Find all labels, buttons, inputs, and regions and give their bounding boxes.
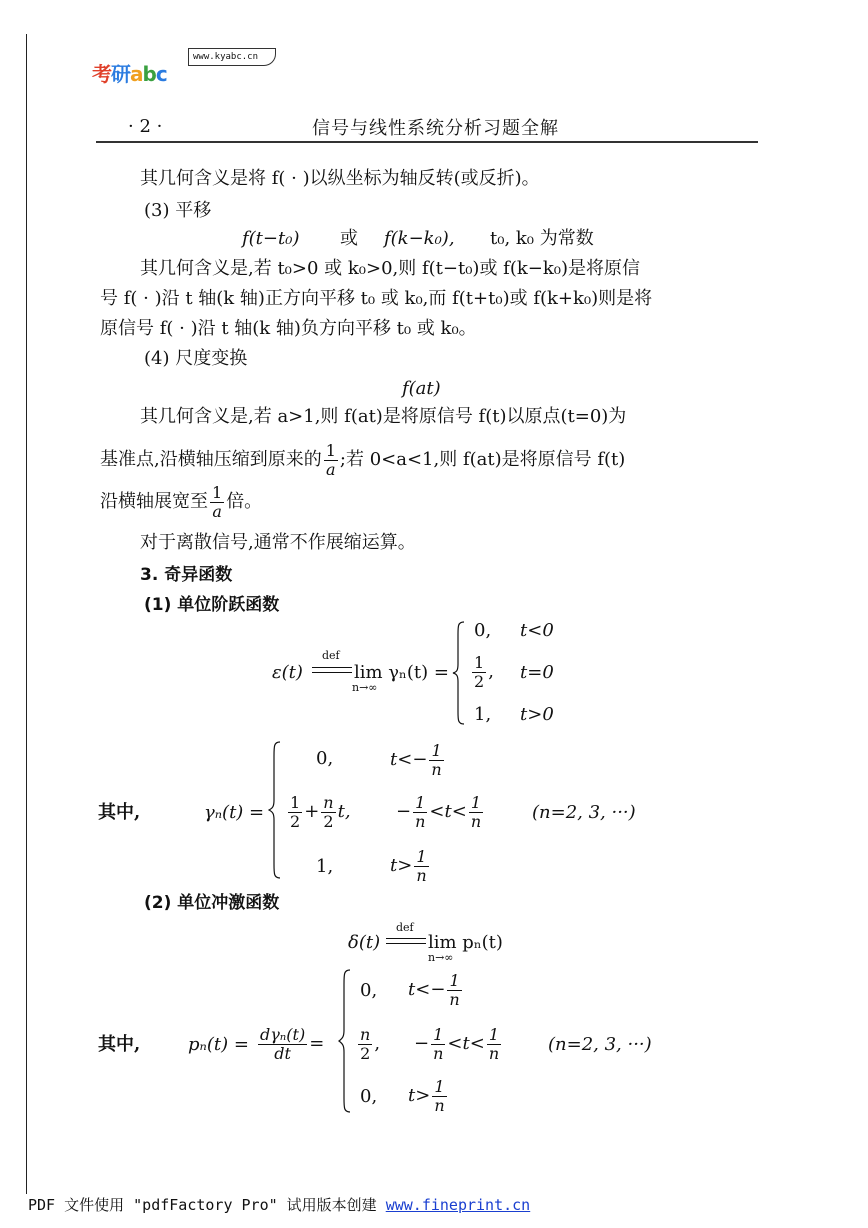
header-rule: [96, 141, 758, 143]
fraction-dgamma-dt: $\frac{\text{dγₙ(t)}}{dt}$: [260, 1024, 306, 1063]
p-case-1-cond: t> $\frac{1}{n}$: [408, 1076, 445, 1115]
pdf-footer: [28, 1194, 530, 1215]
delta-lim: lim pₙ(t): [428, 932, 503, 953]
where-label-1: 其中,: [98, 802, 141, 823]
page-header-title: 信号与线性系统分析习题全解: [312, 118, 559, 139]
delta-lim-sub: n→∞: [428, 951, 454, 964]
step-lim: lim γₙ(t) =: [354, 662, 449, 683]
p-case-0-val: 0,: [360, 980, 378, 1001]
text-line-1: 其几何含义是将 f( · )以纵坐标为轴反转(或反折)。: [140, 168, 540, 189]
p-case-1-val: 0,: [360, 1086, 378, 1107]
text-line-5: 号 f( · )沿 t 轴(k 轴)正方向平移 t₀ 或 k₀,而 f(t+t₀)或 f(k+k₀)则是将: [100, 288, 653, 309]
subsection-shift: (3) 平移: [144, 200, 212, 221]
step-def-equals: [312, 667, 352, 673]
subsection-unit-step: (1) 单位阶跃函数: [144, 595, 280, 615]
kyabc-logo: 考研abc: [92, 62, 167, 86]
delta-def-equals: [386, 938, 426, 944]
p-case-mid-cond: − $\frac{1}{n}$ <t< $\frac{1}{n}$: [414, 1024, 500, 1063]
gamma-case-1-cond: t> $\frac{1}{n}$: [390, 846, 427, 885]
p-range: (n=2, 3, ···): [548, 1034, 652, 1055]
fraction-1-over-a: $\frac{1}{a}$: [325, 440, 336, 479]
p-derivative: [256, 1018, 324, 1070]
fraction-1-over-n-b: $\frac{1}{n}$: [415, 792, 426, 831]
p-equals: =: [309, 1033, 325, 1054]
gamma-case-mid-cond: − $\frac{1}{n}$ <t< $\frac{1}{n}$: [396, 792, 482, 831]
text-line-12: 对于离散信号,通常不作展缩运算。: [140, 532, 416, 553]
formula-shift-k: f(k−k₀),: [384, 228, 455, 249]
text-line-11: [100, 482, 262, 522]
fraction-n-over-2: $\frac{n}{2}$: [323, 792, 334, 831]
p-case-0-cond: t<− $\frac{1}{n}$: [408, 970, 460, 1009]
fraction-1-over-n-a: $\frac{1}{n}$: [431, 740, 442, 779]
fraction-1-over-n-d: $\frac{1}{n}$: [416, 846, 427, 885]
text-line-6: 原信号 f( · )沿 t 轴(k 轴)负方向平移 t₀ 或 k₀。: [100, 318, 477, 339]
section-singular-functions: 3. 奇异函数: [140, 565, 233, 585]
gamma-case-mid-val: $\frac{1}{2}$ + $\frac{n}{2}$ t,: [290, 792, 351, 831]
fraction-1-over-n-c: $\frac{1}{n}$: [470, 792, 482, 831]
formula-or: 或: [340, 228, 358, 249]
fraction-1-over-n-e: $\frac{1}{n}$: [449, 970, 460, 1009]
step-case-0-val: 0,: [474, 620, 492, 641]
gamma-case-1-val: 1,: [316, 856, 334, 877]
gamma-lhs: γₙ(t) =: [204, 802, 265, 823]
url-tag: www.kyabc.cn: [188, 48, 276, 66]
step-lim-sub: n→∞: [352, 681, 378, 694]
delta-lhs: δ(t): [348, 932, 381, 953]
fraction-1-over-n-g: $\frac{1}{n}$: [488, 1024, 500, 1063]
text-line-10a: 基准点,沿横轴压缩到原来的: [100, 449, 322, 470]
step-def-label: def: [322, 649, 340, 662]
gamma-range: (n=2, 3, ···): [532, 802, 636, 823]
p-brace: [338, 968, 352, 1114]
subsection-scaling: (4) 尺度变换: [144, 348, 248, 369]
fraction-1-over-n-h: $\frac{1}{n}$: [434, 1076, 445, 1115]
gamma-case-0-val: 0,: [316, 748, 334, 769]
step-case-1-cond: t>0: [520, 704, 554, 725]
text-line-4: 其几何含义是,若 t₀>0 或 k₀>0,则 f(t−t₀)或 f(k−k₀)是将原信: [140, 258, 640, 279]
delta-def-label: def: [396, 921, 414, 934]
formula-shift-t: f(t−t₀): [242, 228, 300, 249]
fraction-1-over-2: $\frac{1}{2}$: [474, 652, 485, 691]
step-case-half-cond: t=0: [520, 662, 554, 683]
text-line-11a: 沿横轴展宽至: [100, 491, 208, 512]
step-case-half: $\frac{1}{2}$ ,: [474, 652, 494, 691]
step-lhs: ε(t): [272, 662, 303, 683]
page-number: · 2 ·: [128, 116, 163, 137]
text-line-10: [100, 440, 625, 480]
fraction-n-over-2-b: $\frac{n}{2}$: [360, 1024, 371, 1063]
text-line-9: 其几何含义是,若 a>1,则 f(at)是将原信号 f(t)以原点(t=0)为: [140, 406, 627, 427]
p-case-mid-val: $\frac{n}{2}$ ,: [360, 1024, 381, 1063]
footer-link[interactable]: www.fineprint.cn: [385, 1196, 531, 1214]
step-brace: [452, 620, 466, 726]
fraction-1-over-2-b: $\frac{1}{2}$: [290, 792, 301, 831]
where-label-2: 其中,: [98, 1034, 141, 1055]
text-line-10b: ;若 0<a<1,则 f(at)是将原信号 f(t): [339, 449, 626, 470]
step-case-0-cond: t<0: [520, 620, 554, 641]
p-lhs: pₙ(t) =: [188, 1034, 249, 1055]
text-line-11b: 倍。: [226, 491, 263, 512]
gamma-case-0-cond: t<− $\frac{1}{n}$: [390, 740, 442, 779]
left-margin-rule: [26, 34, 27, 1194]
gamma-brace: [268, 740, 282, 880]
subsection-unit-impulse: (2) 单位冲激函数: [144, 893, 280, 913]
footer-text: PDF 文件使用 "pdfFactory Pro" 试用版本创建: [28, 1196, 377, 1214]
fraction-1-over-a-2: $\frac{1}{a}$: [212, 482, 223, 521]
formula-scaling: f(at): [402, 378, 441, 399]
fraction-1-over-n-f: $\frac{1}{n}$: [433, 1024, 444, 1063]
formula-constants: t₀, k₀ 为常数: [490, 228, 594, 249]
step-case-1-val: 1,: [474, 704, 492, 725]
